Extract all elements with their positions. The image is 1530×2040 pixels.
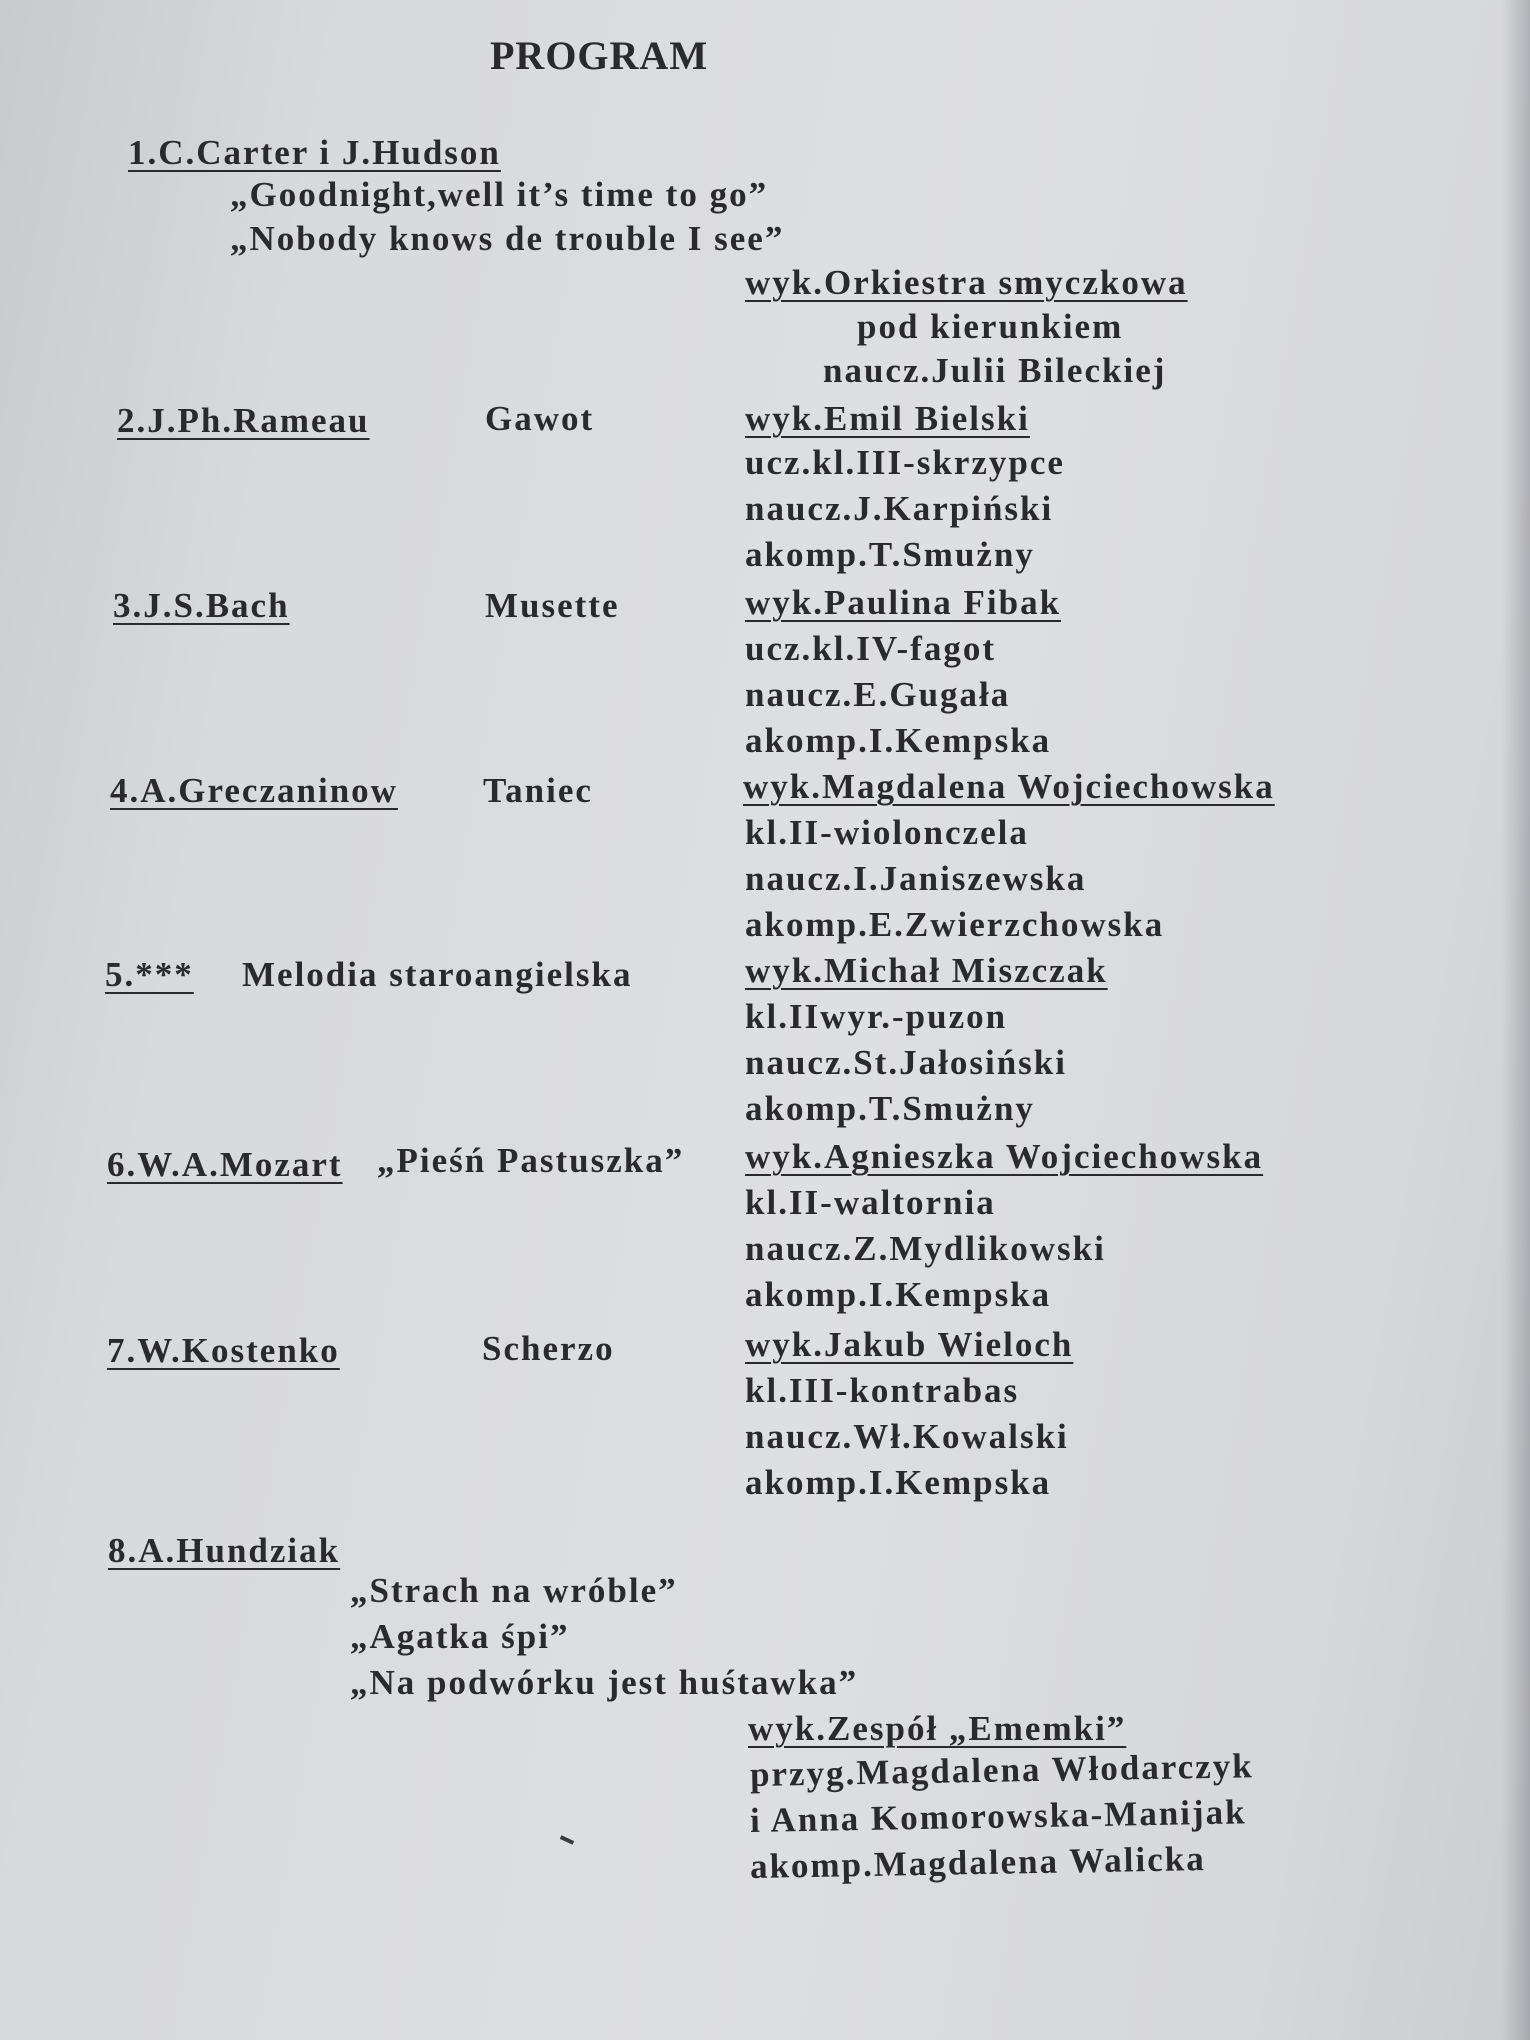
item-4-piece: Taniec	[483, 771, 593, 810]
item-3-performer: wyk.Paulina Fibak	[745, 583, 1062, 622]
item-6-performer: wyk.Agnieszka Wojciechowska	[745, 1137, 1264, 1176]
page-title: PROGRAM	[490, 33, 709, 78]
item-5-detail-1: kl.IIwyr.-puzon	[745, 997, 1008, 1036]
item-4-detail-2: naucz.I.Janiszewska	[745, 859, 1087, 898]
item-8-detail-1: przyg.Magdalena Włodarczyk	[749, 1746, 1255, 1794]
item-7-composer: 7.W.Kostenko	[107, 1331, 340, 1370]
item-5-composer: 5.***	[105, 955, 194, 994]
item-3-detail-2: naucz.E.Gugała	[745, 675, 1011, 714]
item-7-performer: wyk.Jakub Wieloch	[745, 1325, 1074, 1364]
item-4-detail-1: kl.II-wiolonczela	[745, 813, 1029, 852]
item-1-composer: 1.C.Carter i J.Hudson	[128, 133, 501, 172]
item-8-performer: wyk.Zespół „Ememki”	[748, 1709, 1127, 1748]
item-7-piece: Scherzo	[482, 1329, 615, 1368]
item-1-performer: wyk.Orkiestra smyczkowa	[745, 263, 1188, 302]
item-5-piece: Melodia staroangielska	[242, 955, 633, 994]
item-2-piece: Gawot	[485, 399, 595, 438]
item-2-composer: 2.J.Ph.Rameau	[117, 401, 370, 440]
item-8-title-3: „Na podwórku jest huśtawka”	[350, 1663, 859, 1702]
item-7-detail-3: akomp.I.Kempska	[745, 1463, 1052, 1502]
item-1-title-2: „Nobody knows de trouble I see”	[230, 219, 785, 258]
item-1-title-1: „Goodnight,well it’s time to go”	[230, 175, 769, 214]
item-5-detail-3: akomp.T.Smużny	[745, 1089, 1035, 1128]
item-7-detail-2: naucz.Wł.Kowalski	[745, 1417, 1069, 1456]
item-3-detail-3: akomp.I.Kempska	[745, 721, 1052, 760]
item-6-piece: „Pieśń Pastuszka”	[377, 1141, 685, 1180]
item-1-detail-1: pod kierunkiem	[857, 307, 1124, 346]
paper-shadow-edge	[1502, 0, 1530, 2040]
item-2-detail-2: naucz.J.Karpiński	[745, 489, 1054, 528]
item-6-detail-3: akomp.I.Kempska	[745, 1275, 1052, 1314]
item-4-composer: 4.A.Greczaninow	[110, 771, 398, 810]
item-3-detail-1: ucz.kl.IV-fagot	[745, 629, 996, 668]
item-8-composer: 8.A.Hundziak	[108, 1531, 341, 1570]
item-8-title-2: „Agatka śpi”	[350, 1617, 570, 1656]
item-8-title-1: „Strach na wróble”	[350, 1571, 678, 1610]
item-4-detail-3: akomp.E.Zwierzchowska	[745, 905, 1165, 944]
stray-pen-mark	[560, 1835, 574, 1845]
item-2-detail-3: akomp.T.Smużny	[745, 535, 1035, 574]
item-8-detail-3: akomp.Magdalena Walicka	[749, 1839, 1206, 1886]
item-2-performer: wyk.Emil Bielski	[745, 399, 1030, 438]
item-4-performer: wyk.Magdalena Wojciechowska	[743, 767, 1275, 806]
item-8-detail-2: i Anna Komorowska-Manijak	[749, 1792, 1247, 1840]
item-1-detail-2: naucz.Julii Bileckiej	[823, 351, 1167, 390]
item-5-detail-2: naucz.St.Jałosiński	[745, 1043, 1067, 1082]
item-2-detail-1: ucz.kl.III-skrzypce	[745, 443, 1065, 482]
item-6-detail-1: kl.II-waltornia	[745, 1183, 996, 1222]
item-3-piece: Musette	[485, 586, 620, 625]
item-3-composer: 3.J.S.Bach	[113, 586, 290, 625]
item-7-detail-1: kl.III-kontrabas	[745, 1371, 1020, 1410]
item-6-detail-2: naucz.Z.Mydlikowski	[745, 1229, 1106, 1268]
item-6-composer: 6.W.A.Mozart	[107, 1145, 343, 1184]
item-5-performer: wyk.Michał Miszczak	[745, 951, 1108, 990]
